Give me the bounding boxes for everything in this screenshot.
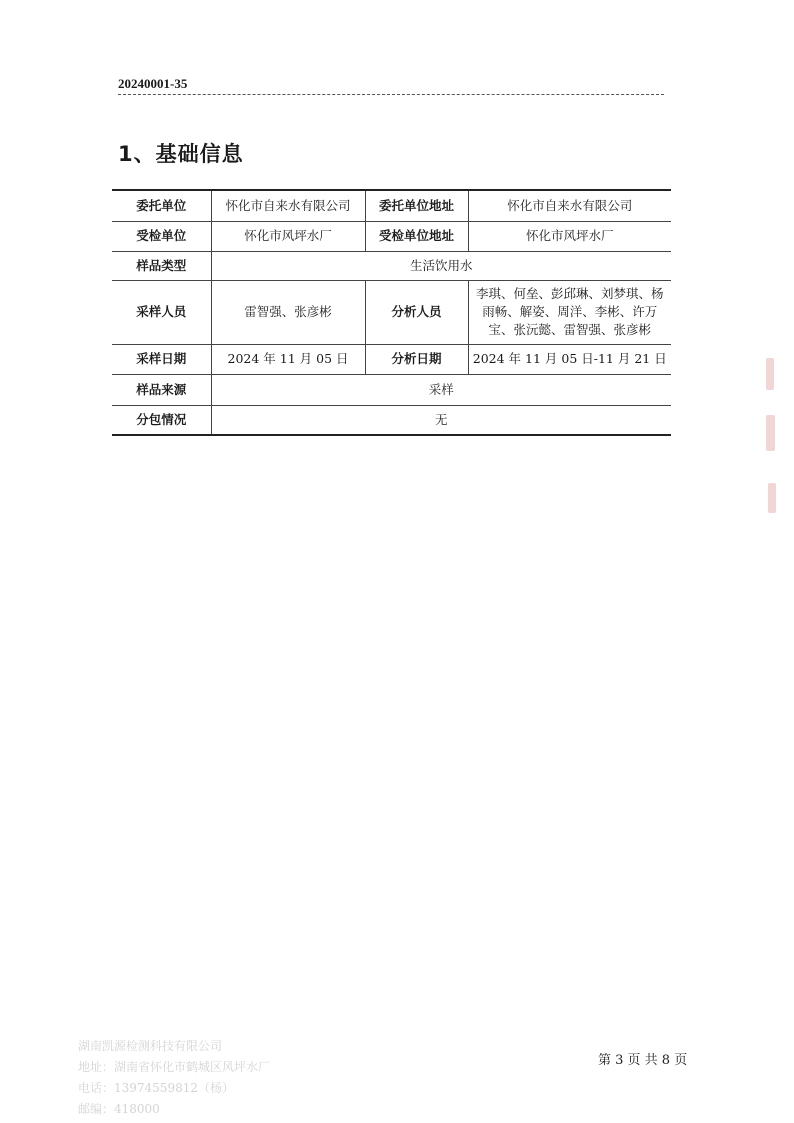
footer-phone: 电话：13974559812（杨） bbox=[78, 1081, 234, 1095]
page-number: 第 3 页 共 8 页 bbox=[598, 1053, 688, 1068]
client-address-value: 怀化市自来水有限公司 bbox=[468, 190, 671, 221]
table-row bbox=[112, 405, 671, 435]
subcontract-value: 无 bbox=[211, 405, 671, 435]
client-address-label: 委托单位地址 bbox=[365, 190, 468, 221]
analyst-label: 分析人员 bbox=[365, 280, 468, 344]
seal-fragment-2 bbox=[766, 415, 775, 451]
basic-info-table bbox=[112, 189, 671, 436]
sampling-date-label: 采样日期 bbox=[112, 344, 211, 374]
analysis-date-label: 分析日期 bbox=[365, 344, 468, 374]
sampling-date-value: 2024 年 11 月 05 日 bbox=[211, 344, 365, 374]
client-label: 委托单位 bbox=[112, 190, 211, 221]
inspected-unit-value: 怀化市风坪水厂 bbox=[211, 221, 365, 251]
footer-postcode: 邮编：418000 bbox=[78, 1102, 160, 1116]
table-row bbox=[112, 221, 671, 251]
client-value: 怀化市自来水有限公司 bbox=[211, 190, 365, 221]
inspected-address-label: 受检单位地址 bbox=[365, 221, 468, 251]
footer-company-name: 湖南凯源检测科技有限公司 bbox=[78, 1039, 223, 1053]
header-divider bbox=[118, 94, 664, 95]
table-row bbox=[112, 374, 671, 405]
sample-source-value: 采样 bbox=[211, 374, 671, 405]
analyst-value: 李琪、何垒、彭邱琳、刘梦琪、杨雨畅、解姿、周洋、李彬、许万宝、张沅懿、雷智强、张彦彬 bbox=[468, 280, 671, 344]
sample-source-label: 样品来源 bbox=[112, 374, 211, 405]
subcontract-label: 分包情况 bbox=[112, 405, 211, 435]
document-number: 20240001-35 bbox=[118, 76, 188, 91]
seal-fragment-1 bbox=[766, 358, 774, 390]
inspected-address-value: 怀化市风坪水厂 bbox=[468, 221, 671, 251]
footer-company-info bbox=[78, 1036, 270, 1120]
section-title: 1、基础信息 bbox=[118, 142, 244, 166]
table-row bbox=[112, 280, 671, 344]
table-row bbox=[112, 344, 671, 374]
seal-fragment-3 bbox=[768, 483, 776, 513]
table-row bbox=[112, 251, 671, 280]
sampler-value: 雷智强、张彦彬 bbox=[211, 280, 365, 344]
sample-type-label: 样品类型 bbox=[112, 251, 211, 280]
table-row bbox=[112, 190, 671, 221]
sample-type-value: 生活饮用水 bbox=[211, 251, 671, 280]
footer-address: 地址：湖南省怀化市鹤城区风坪水厂 bbox=[78, 1060, 271, 1074]
inspected-unit-label: 受检单位 bbox=[112, 221, 211, 251]
sampler-label: 采样人员 bbox=[112, 280, 211, 344]
analysis-date-value: 2024 年 11 月 05 日-11 月 21 日 bbox=[468, 344, 671, 374]
